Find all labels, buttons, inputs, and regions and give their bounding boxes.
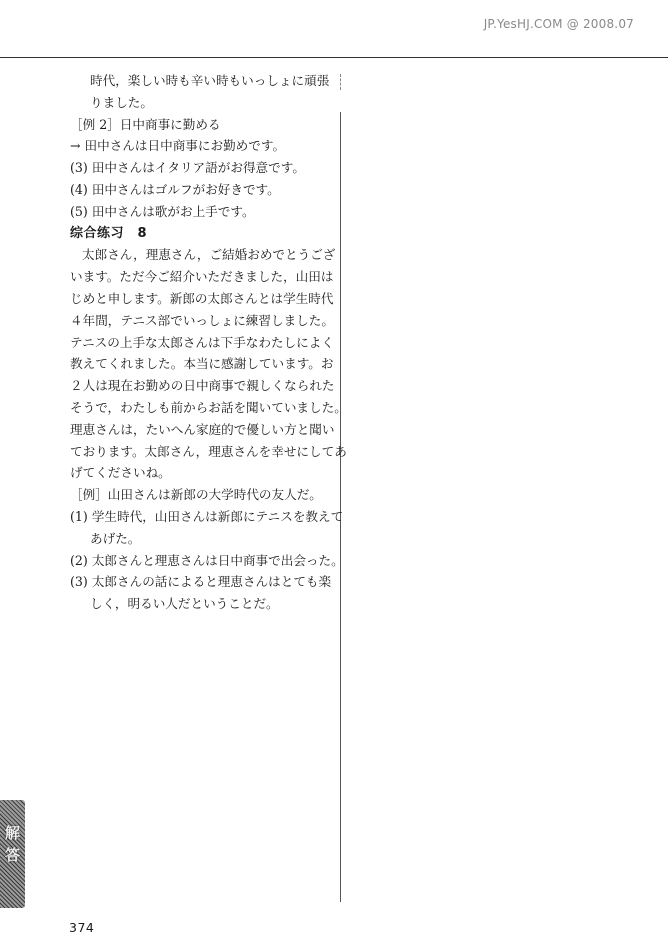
example-label: ［例］山田さんは新郎の大学時代の友人だ。 — [70, 487, 322, 503]
exercise-item: (5) 田中さんは歌がお上手です。 — [70, 203, 255, 219]
side-tab-char: 解 — [4, 824, 20, 842]
passage-line: 太郎さん，理恵さん，ご結婚おめでとうござ — [82, 247, 336, 263]
question-item: (3) 太郎さんの話によると理恵さんはとても楽 — [70, 574, 332, 590]
passage — [70, 244, 347, 484]
watermark: JP.YesHJ.COM @ 2008.07 — [483, 17, 634, 31]
main-text-column — [70, 70, 347, 615]
question-item: (1) 学生時代，山田さんは新郎にテニスを教えて — [70, 508, 344, 524]
question-item-continued: あげた。 — [90, 530, 141, 546]
example2-label: ［例 2］日中商事に勤める — [70, 116, 221, 132]
column-divider — [340, 112, 341, 902]
passage-line: げてくださいね。 — [70, 465, 171, 481]
section-heading: 综合练习 8 — [70, 225, 148, 241]
passage-line: じめと申します。新郎の太郎さんとは学生時代 — [70, 290, 334, 306]
passage-line: そうで，わたしも前からお話を聞いていました。 — [70, 399, 347, 415]
example2-answer: → 田中さんは日中商事にお勤めです。 — [70, 138, 286, 154]
passage-line: ております。太郎さん，理恵さんを幸せにしてあ — [70, 443, 347, 459]
header-divider — [0, 57, 668, 58]
question-item: (2) 太郎さんと理恵さんは日中商事で出会った。 — [70, 552, 344, 568]
continuation-line: りました。 — [90, 94, 153, 110]
passage-line: 教えてくれました。本当に感謝しています。お — [70, 356, 334, 372]
section-side-tab — [0, 800, 25, 908]
passage-line: テニスの上手な太郎さんは下手なわたしによく — [70, 334, 334, 350]
continuation-line: 時代，楽しい時も辛い時もいっしょに頑張 — [90, 73, 330, 88]
exercise-item: (4) 田中さんはゴルフがお好きです。 — [70, 181, 280, 197]
page-number: 374 — [69, 920, 95, 935]
side-tab-char: 答 — [4, 846, 20, 864]
passage-line: ４年間，テニス部でいっしょに練習しました。 — [70, 312, 334, 328]
passage-line: います。ただ今ご紹介いただきました，山田は — [70, 269, 334, 285]
column-divider-top — [340, 74, 341, 90]
exercise-item: (3) 田中さんはイタリア語がお得意です。 — [70, 160, 305, 176]
side-tab-label — [3, 822, 22, 866]
passage-line: ２人は現在お勤めの日中商事で親しくなられた — [70, 378, 335, 394]
question-item-continued: しく，明るい人だということだ。 — [90, 596, 279, 612]
passage-line: 理恵さんは，たいへん家庭的で優しい方と聞い — [70, 421, 335, 437]
